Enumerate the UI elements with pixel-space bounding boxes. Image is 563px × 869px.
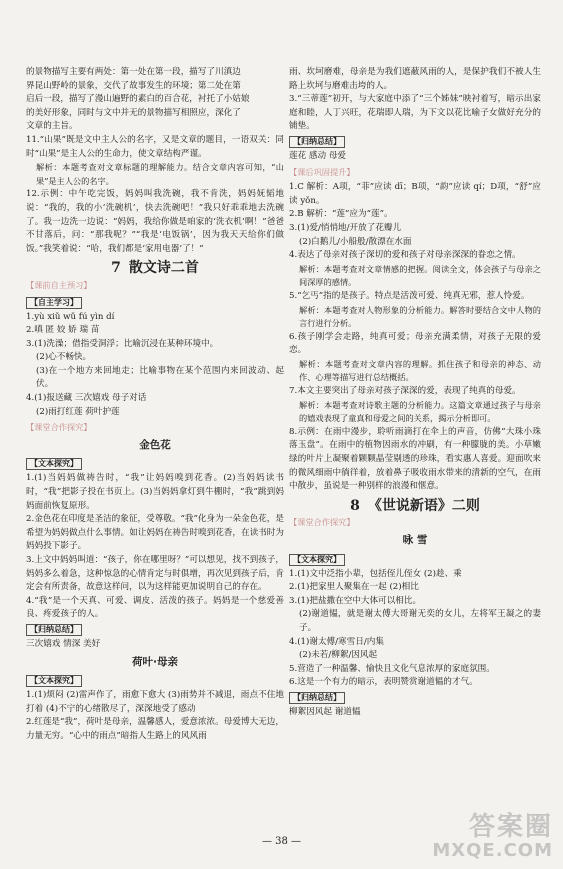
chapter-heading-8 [289,497,541,514]
yongxue-3: 3.(1)把盐撒在空中大体可以相比。 [289,595,422,606]
heye-2: 2.红莲是“我”，荷叶是母亲，温馨感人，爱意浓浓。母爱博大无边，力量无穷。“心中的雨点”暗指人生路上的风风雨 [26,717,284,741]
self-study-4: 4.(1)报送藏 三次嬉戏 母子对话 [26,393,147,404]
review-6: 6.孩子刚学会走路，纯真可爱；母亲充满柔情，对孩子无限的爱恋。 [289,331,541,356]
self-study-4-2: (2)雨打红莲 荷叶护莲 [36,406,120,417]
summary-label: 【归纳总结】 [26,624,82,636]
intro-line: 启后一段，描写了漫山遍野的素白的百合花，衬托了小姑娘 [26,94,250,105]
review-3: 3.(1)爱/悄悄地/开放了花瓣儿 [289,222,402,233]
review-2: 2.B 解析：“莲”应为“莲”。 [289,209,393,220]
review-7-analysis: 解析：本题考查对诗歌主题的分析能力。这篇文章通过孩子与母亲的嬉戏表现了童真和母爱之间的关系，揭示分析即可。 [299,399,541,424]
self-study-label: 【自主学习】 [26,297,82,309]
summary-label-r2: 【归纳总结】 [289,692,345,704]
jinsehua-1: 1.(1)当妈妈做祷告时，“我”让妈妈嗅到花香。(2)当妈妈读书时，“我”把影子投在书页上。(3)当妈妈拿灯到牛棚时，“我”跳到妈妈面前恢复原形。 [26,473,284,511]
subtitle-yongxue: 咏 雪 [402,534,428,546]
yongxue-4: 4.(1)谢太傅/寒雪日/内集 [289,636,384,647]
review-4: 4.表达了母亲对孩子深切的爱和孩子对母亲深深的眷恋之情。 [289,250,521,261]
heye-2-cont: 雨、坎坷磨难，母亲是为我们遮蔽风雨的人，是保护我们不被人生路上坎坷与磨难击垮的人。 [289,67,541,91]
analysis-11: 解析：本题考查对文章标题的理解能力。结合文章内容可知，“山果”是主人公的名字。 [36,162,284,186]
yongxue-3-2: (2)谢道韫，就是谢太傅大哥谢无奕的女儿，左将军王凝之的妻子。 [299,609,541,633]
self-study-3-2: (2)心不畅快。 [36,352,92,363]
section-coop-label: 【课堂合作探究】 [26,422,92,433]
yongxue-6: 6.这是一个有力的暗示，表明赞赏谢道韫的才气。 [289,677,478,688]
heye-1: 1.(1)烦闷 (2)雷声作了，雨愈下愈大 (3)雨势并不减退，雨点不住地打着 (4)不宁的心绪散尽了，深深地受了感动 [26,690,284,714]
section-coop-label-r: 【课堂合作探究】 [289,517,355,528]
yongxue-1: 1.(1)文中泛指小辈，包括侄儿侄女 (2)趁、乘 [289,568,462,579]
review-6-analysis: 解析：本题考查对文章内容的理解。抓住孩子和母亲的神态、动作、心理等描写进行总结概括。 [299,358,541,383]
intro-line: 文章的主旨。 [26,121,78,132]
yongxue-2: 2.(1)把家里人聚集在一起 (2)相比 [289,582,419,593]
yongxue-4-2: (2)未若/柳絮/因风起 [299,650,378,661]
jinsehua-4: 4.“我”是一个天真、可爱、调皮、活泼的孩子。妈妈是一个慈爱善良、疼爱孩子的人。 [26,595,284,620]
watermark-line-2: MXQE.COM [432,840,553,861]
self-study-3: 3.(1)洗澡；借指受洞浮；比喻沉浸在某种环境中。 [26,338,219,349]
self-study-1: 1.yù xiǔ wǔ fú yìn dí [26,311,115,322]
review-5: 5.“乞丐”指的是孩子。特点是活泼可爱、纯真无邪，惹人怜爱。 [289,290,530,301]
review-5-analysis: 解析：本题考查对人物形象的分析能力。解答时要结合文中人物的言行进行分析。 [299,304,541,329]
review-8: 8.示例：在雨中漫步，聆听雨滴打在伞上的声音，仿佛“大珠小珠落玉盘”。在雨中的植物因雨水的冲刷，有一种朦胧的美。小草嫩绿的叶片上凝聚着颗颗晶莹剔透的珍珠，看实惠人喜爱。迎面吹来的微风细雨中徜徉着，放着鼻子吸收雨水带来的清新的空气，在雨中散步，虽说是一种别样的浪漫和惬意。 [289,426,541,492]
intro-line: 的景物描写主要有两处：第一处在第一段，描写了川滇边 [26,67,241,77]
jinsehua-3: 3.上文中妈妈叫道：“孩子，你在哪里呀？”可以想见，找不到孩子，妈妈多么着急，这种惊急的心情肯定与时俱增，再次见到孩子后，肯定会有所责备，故意这样问，以为这样能更加说明自己的存在。 [26,555,284,593]
review-7: 7.本文主要突出了母亲对孩子深深的爱，表现了纯真的母爱。 [289,386,521,397]
watermark [432,812,553,863]
chapter-number-8: 8 [350,497,360,514]
jinsehua-2: 2.金色花在印度是圣洁的象征，受尊敬。“我”化身为一朵金色花，是希望为妈妈做点什么事情。如让妈妈在祷告时嗅到花香，在读书时为妈妈投下影子。 [26,514,284,552]
right-column [289,66,541,720]
review-4-analysis: 解析：本题考查对文章情感的把握。阅读全文，体会孩子与母亲之间深厚的感情。 [299,263,541,288]
chapter-title-8: 《世说新语》二则 [367,497,480,514]
intro-line: 界昆山野岭的景象，交代了故事发生的环境；第二处在第 [26,80,241,91]
chapter-heading [26,262,284,276]
intro-line: 的美好形象，同时与文中并无的景物描写相照应，深化了 [26,107,241,118]
left-column [26,66,284,744]
text-explore-label-2: 【文本探究】 [26,675,82,687]
summary-r: 莲花 感动 母爱 [289,150,347,161]
chapter-title: 散文诗二首 [128,260,199,277]
subtitle-jinsehua: 金色花 [139,438,171,451]
answer-11: 11.“山果”既是文中主人公的名字，又是文章的题目，一语双关：同时“山果”是主人公的生命力，使文章结构严谨。 [26,134,284,159]
self-study-2: 2.嗔 匿 姣 娇 瑞 苗 [26,325,100,336]
watermark-line-1: 答案圈 [468,812,553,842]
page-number: — 38 — [261,836,302,847]
heye-3: 3.“三蒂莲”初开，与大家庭中添了“三个姊妹”映衬着写，暗示出家庭和睦，人丁兴旺，花瑞即人瑞，为下文以花比喻子女做好充分的铺垫。 [289,94,541,132]
chapter-number: 7 [111,260,121,277]
yongxue-5: 5.营造了一种温馨、愉快且文化气息浓厚的家庭氛围。 [289,663,495,674]
self-study-3-3: (3)在一个地方来回地走；比喻事物在某个范围内来回波动、起伏。 [36,365,284,390]
review-3-2: (2)白鹅儿/小船般/散漂在水面 [299,236,412,247]
review-1: 1.C 解析：A项，“菲”应读 dī；B项，“韵”应读 qí；D项，“舒”应读 yǒn。 [289,182,541,206]
summary-label-r: 【归纳总结】 [289,136,345,148]
answer-12: 12.示例：中午吃完饭，妈妈叫我洗碗，我不肯洗，妈妈妩韬地说：“我的，我的小‘洗碗机’，快去洗碗吧！”我只好乖乖地去洗碗了。我一边洗一边说：“妈妈，我给你做是咱家的‘洗衣机’啊！”爸爸不甘落后，问：“那我呢？”“我是‘电饭锅’，因为我天天给你们做饭。”我笑着说：“哈，我们都是‘家用电器’了！” [26,189,284,254]
section-review-label: 【课后巩固提升】 [289,166,355,177]
section-preview-label: 【课前自主预习】 [26,279,92,290]
summary-2: 柳絮因风起 谢道韫 [289,706,361,717]
text-explore-label: 【文本探究】 [26,458,82,470]
text-explore-label-r: 【文本探究】 [289,554,345,566]
subtitle-heye: 荷叶·母亲 [132,655,178,668]
summary-1: 三次嬉戏 情深 美好 [26,638,101,649]
